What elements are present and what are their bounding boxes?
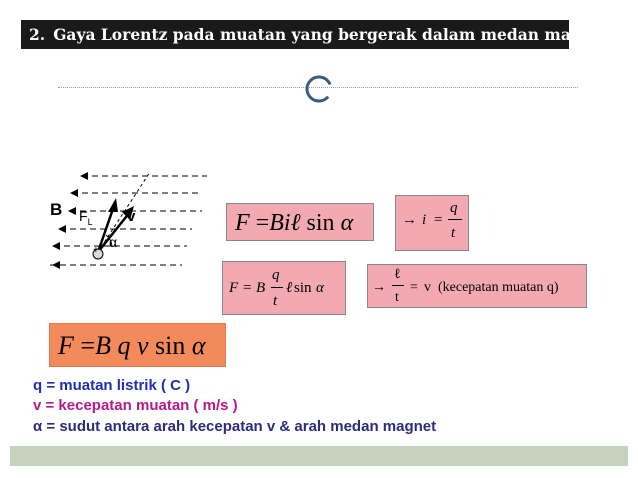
f-main-rest: Bi (269, 210, 291, 236)
f-big-eq: = (80, 331, 96, 360)
diagram-label-F-main: F (79, 208, 88, 224)
f-q-sin: sin (294, 280, 312, 296)
f-q-ell: ℓ (286, 280, 293, 296)
formula-velocity-definition (367, 264, 587, 308)
diagram-label-alpha: α (109, 234, 118, 250)
f-big-v: v (136, 331, 149, 360)
f-main-sin: sin (306, 210, 335, 236)
f-v-eq: = (410, 280, 418, 295)
formula-force-current (226, 203, 374, 241)
f-big-q: q (117, 331, 131, 360)
f-main-F: F (235, 210, 250, 236)
diagram-charge-symbol: + (93, 245, 99, 256)
logo-ring-icon (303, 73, 335, 105)
f-big-sin: sin (155, 331, 186, 360)
title-text: Gaya Lorentz pada muatan yang bergerak dalam medan magnet (53, 25, 610, 44)
f-v-num: ℓ (394, 267, 401, 282)
f-big-alpha: α (191, 331, 206, 360)
f-i-den: t (451, 225, 456, 241)
f-i-bar (448, 219, 462, 220)
formula-current-definition (395, 195, 469, 251)
diagram-label-F-sub: L (87, 216, 93, 227)
title-number: 2. (29, 25, 46, 44)
slide-title (21, 20, 610, 49)
f-v-v: v (424, 280, 431, 295)
formula-lorentz-final (49, 323, 226, 367)
definition-alpha: α = sudut antara arah kecepatan v & arah medan magnet (33, 418, 437, 435)
formula-force-substituted (222, 261, 346, 315)
f-v-desc: (kecepatan muatan q) (438, 280, 559, 295)
f-i-i: i (422, 212, 427, 228)
f-big-B: B (95, 331, 111, 360)
diagram-label-F (79, 208, 93, 227)
f-q-num: q (272, 267, 280, 283)
footer-band (10, 446, 628, 466)
f-i-arrow: → (402, 212, 417, 228)
definition-q: q = muatan listrik ( C ) (33, 377, 191, 394)
f-v-den: t (395, 290, 399, 305)
f-q-alpha: α (316, 280, 324, 296)
f-main-eq: = (255, 210, 270, 236)
f-i-num: q (450, 200, 458, 216)
f-q-den: t (273, 293, 278, 309)
f-main-alpha: α (340, 210, 354, 236)
f-main-ell: ℓ (290, 210, 301, 236)
diagram-label-v: v (127, 208, 136, 225)
diagram-label-B: B (50, 200, 63, 219)
f-v-bar (392, 285, 404, 286)
f-q-B: B (256, 280, 266, 296)
f-v-arrow: → (372, 280, 386, 295)
f-i-eq: = (434, 212, 443, 228)
f-big-F: F (58, 331, 74, 360)
f-q-F: F (229, 280, 239, 296)
f-q-bar (271, 287, 283, 288)
f-q-eq: = (243, 280, 252, 296)
definition-v: v = kecepatan muatan ( m/s ) (33, 397, 238, 414)
